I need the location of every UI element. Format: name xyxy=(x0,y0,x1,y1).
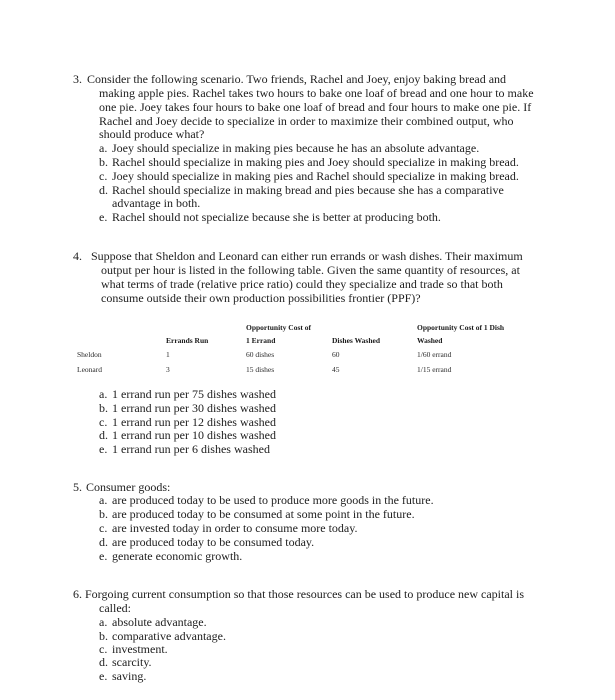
option-letter: b. xyxy=(99,507,108,521)
option-text: are produced today to be consumed today. xyxy=(112,534,315,549)
option-letter: a. xyxy=(99,141,108,155)
option-text: Rachel should specialize in making bread and pies because she has a comparative xyxy=(112,182,504,197)
option-text: Rachel should specialize in making pies and Joey should specialize in making bread. xyxy=(112,155,519,169)
question-stem-line: called: xyxy=(99,601,131,615)
option-letter: b. xyxy=(99,400,108,415)
table-cell: 60 xyxy=(332,350,340,359)
table-cell: 15 dishes xyxy=(246,365,275,374)
question-stem-line: consume outside their own production possibilities frontier (PPF)? xyxy=(101,291,421,305)
table-header-cell: Opportunity Cost of 1 Dish xyxy=(417,323,505,332)
table-header-cell: Opportunity Cost of xyxy=(246,323,312,332)
option-letter: d. xyxy=(99,182,108,197)
option-letter: e. xyxy=(99,210,108,224)
question-stem-line: should produce what? xyxy=(99,127,205,141)
option-letter: b. xyxy=(99,155,108,169)
option-text: 1 errand run per 30 dishes washed xyxy=(112,400,276,415)
option-text: scarcity. xyxy=(112,655,152,669)
option-letter: c. xyxy=(99,414,108,429)
option-text: 1 errand run per 75 dishes washed xyxy=(112,387,276,401)
question-stem-line: Suppose that Sheldon and Leonard can either run errands or wash dishes. Their maximum xyxy=(91,249,523,263)
option-letter: e. xyxy=(99,442,108,456)
option-text: absolute advantage. xyxy=(112,615,207,629)
option-letter: a. xyxy=(99,615,108,629)
option-text: Joey should specialize in making pies because he has an absolute advantage. xyxy=(112,141,480,155)
question-stem-line: one pie. Joey takes four hours to bake one loaf of bread and four hours to make one pie. If xyxy=(99,100,532,114)
option-letter: c. xyxy=(99,168,108,183)
table-cell: 1/15 errand xyxy=(417,365,452,374)
option-text: investment. xyxy=(112,641,168,656)
question-stem-line: output per hour is listed in the following table. Given the same quantity of resources, at xyxy=(101,263,520,277)
question-stem-line: Consumer goods: xyxy=(86,479,171,494)
option-letter: a. xyxy=(99,493,108,507)
option-text: comparative advantage. xyxy=(112,628,226,643)
option-letter: e. xyxy=(99,548,108,563)
table-cell: 3 xyxy=(166,365,170,374)
option-text: generate economic growth. xyxy=(112,548,243,563)
table-header-cell: Dishes Washed xyxy=(332,336,381,345)
option-letter: c. xyxy=(99,641,108,656)
option-text: are produced today to be used to produce more goods in the future. xyxy=(112,493,434,507)
question-stem-line: making apple pies. Rachel takes two hours to bake one loaf of bread and one hour to make xyxy=(99,86,534,100)
table-cell: 1/60 errand xyxy=(417,350,452,359)
table-header-cell: Washed xyxy=(417,336,443,345)
option-text: 1 errand run per 6 dishes washed xyxy=(112,442,270,456)
option-text: 1 errand run per 10 dishes washed xyxy=(112,428,276,442)
option-letter: e. xyxy=(99,669,108,683)
option-letter: c. xyxy=(99,521,108,535)
option-letter: d. xyxy=(99,655,108,669)
question-stem-line: Consider the following scenario. Two friends, Rachel and Joey, enjoy baking bread and xyxy=(87,72,507,86)
question-number: 6. xyxy=(73,587,82,601)
option-text: are produced today to be consumed at some point in the future. xyxy=(112,507,415,521)
option-text: Joey should specialize in making pies and Rachel should specialize in making bread. xyxy=(112,168,519,183)
option-letter: d. xyxy=(99,428,108,442)
table-cell: 1 xyxy=(166,350,170,359)
question-stem-line: Forgoing current consumption so that those resources can be used to produce new capital is xyxy=(85,587,525,601)
table-cell: 60 dishes xyxy=(246,350,275,359)
option-text: are invested today in order to consume more today. xyxy=(112,521,358,535)
table-header-cell: Errands Run xyxy=(166,336,209,345)
option-letter: a. xyxy=(99,387,108,401)
question-stem-line: Rachel and Joey decide to specialize in order to maximize their combined output, who xyxy=(99,113,514,128)
option-letter: b. xyxy=(99,628,108,643)
option-letter: d. xyxy=(99,534,108,549)
option-text: Rachel should not specialize because she is better at producing both. xyxy=(112,210,441,224)
table-cell-name: Leonard xyxy=(77,365,102,374)
table-cell-name: Sheldon xyxy=(77,350,102,359)
question-number: 5. xyxy=(73,479,82,494)
option-text: 1 errand run per 12 dishes washed xyxy=(112,414,276,429)
question-stem-line: what terms of trade (relative price ratio) could they specialize and trade so that both xyxy=(101,277,503,291)
question-number: 4. xyxy=(73,249,82,263)
question-number: 3. xyxy=(73,72,82,86)
table-cell: 45 xyxy=(332,365,340,374)
option-text: saving. xyxy=(112,669,147,683)
option-text-continuation: advantage in both. xyxy=(112,196,201,210)
table-header-cell: 1 Errand xyxy=(246,336,276,345)
